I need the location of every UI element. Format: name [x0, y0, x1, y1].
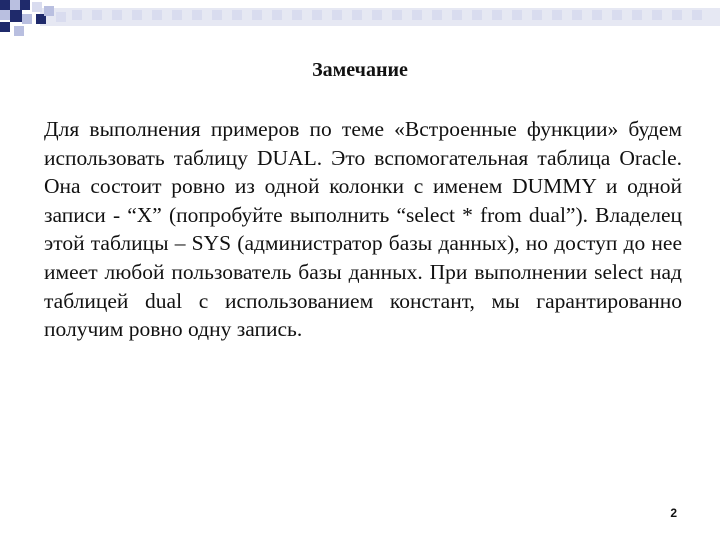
decorative-header-strip — [0, 0, 720, 44]
decorative-squares — [0, 0, 720, 44]
deco-square — [20, 0, 30, 10]
deco-square — [56, 12, 66, 22]
page-number: 2 — [670, 506, 677, 520]
deco-square — [14, 26, 24, 36]
deco-square — [10, 0, 20, 10]
deco-square — [0, 10, 10, 20]
slide-title: Замечание — [312, 59, 408, 81]
deco-square — [0, 0, 10, 10]
deco-square — [32, 2, 42, 12]
deco-square — [0, 22, 10, 32]
deco-square — [22, 14, 32, 24]
deco-square — [10, 10, 22, 22]
slide-body-text: Для выполнения примеров по теме «Встроенные функции» будем использовать таблицу DUAL. Это вспомогательная таблица Oracle. Она состоит ровно из одной колонки с именем DUMMY и одной записи - “X” (попробуйте выполнить “select * from dual”). Владелец этой таблицы – SYS (администратор базы данных), но доступ до нее имеет любой пользователь базы данных. При выполнении select над таблицей dual с использованием констант, мы гарантированно получим ровно одну запись. — [44, 117, 682, 342]
deco-square — [44, 6, 54, 16]
